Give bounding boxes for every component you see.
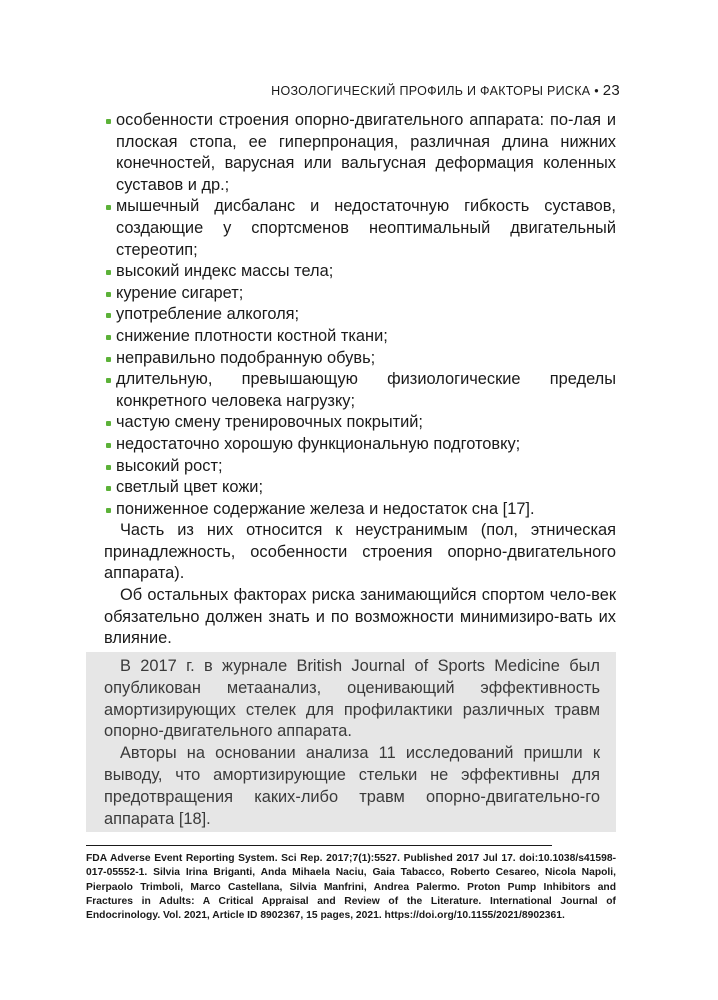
footnote-text: FDA Adverse Event Reporting System. Sci Rep. 2017;7(1):5527. Published 2017 Jul 17. doi:10.1038/s41598-017-05552-1. Silvia Irina Briganti, Anda Mihaela Naciu, Gaia Tabacco, Roberto Cesareo, Nicola Napoli, Pierpaolo Trimboli, Marco Castellana, Silvia Manfrini, Andrea Palermo. Proton Pump Inhibitors and Fractures in Adults: A Critical Appraisal and Review of the Literature. International Journal of Endocrinology. Vol. 2021, Article ID 8902367, 15 pages, 2021. https://doi.org/10.1155/2021/8902361. — [86, 853, 616, 922]
risk-factor-list — [104, 110, 616, 520]
body-paragraph: Часть из них относится к неустранимым (пол, этническая принадлежность, особенности строения опорно-двигательного аппарата). — [104, 521, 616, 583]
list-item: снижение плотности костной ткани; — [104, 326, 616, 348]
main-text — [104, 110, 616, 650]
list-item: высокий индекс массы тела; — [104, 261, 616, 283]
list-item: высокий рост; — [104, 456, 616, 478]
list-item: светлый цвет кожи; — [104, 477, 616, 499]
footnote-divider — [86, 845, 552, 846]
box-paragraph: Авторы на основании анализа 11 исследований пришли к выводу, что амортизирующие стельки не эффективны для предотвращения каких-либо травм опорно-двигательно-го аппарата [18]. — [104, 744, 600, 828]
running-title: НОЗОЛОГИЧЕСКИЙ ПРОФИЛЬ И ФАКТОРЫ РИСКА — [271, 84, 591, 98]
page-number: 23 — [602, 82, 620, 99]
list-item: недостаточно хорошую функциональную подготовку; — [104, 434, 616, 456]
list-item: употребление алкоголя; — [104, 304, 616, 326]
list-item: частую смену тренировочных покрытий; — [104, 412, 616, 434]
running-header — [271, 82, 620, 99]
highlight-box — [86, 652, 616, 832]
body-paragraph: Об остальных факторах риска занимающийся спортом чело-век обязательно должен знать и по возможности минимизиро-вать их влияние. — [104, 586, 616, 648]
header-separator: • — [594, 84, 599, 98]
list-item: мышечный дисбаланс и недостаточную гибкость суставов, создающие у спортсменов неоптимальный двигательный стереотип; — [104, 196, 616, 261]
list-item: длительную, превышающую физиологические пределы конкретного человека нагрузку; — [104, 369, 616, 412]
list-item: пониженное содержание железа и недостаток сна [17]. — [104, 499, 616, 521]
box-paragraph: В 2017 г. в журнале British Journal of Sports Medicine был опубликован метаанализ, оценивающий эффективность амортизирующих стелек для профилактики различных травм опорно-двигательного аппарата. — [104, 657, 600, 741]
list-item: особенности строения опорно-двигательного аппарата: по-лая и плоская стопа, ее гиперпронация, различная длина нижних конечностей, варусная или вальгусная деформация коленных суставов и др.; — [104, 110, 616, 196]
list-item: курение сигарет; — [104, 283, 616, 305]
list-item: неправильно подобранную обувь; — [104, 348, 616, 370]
